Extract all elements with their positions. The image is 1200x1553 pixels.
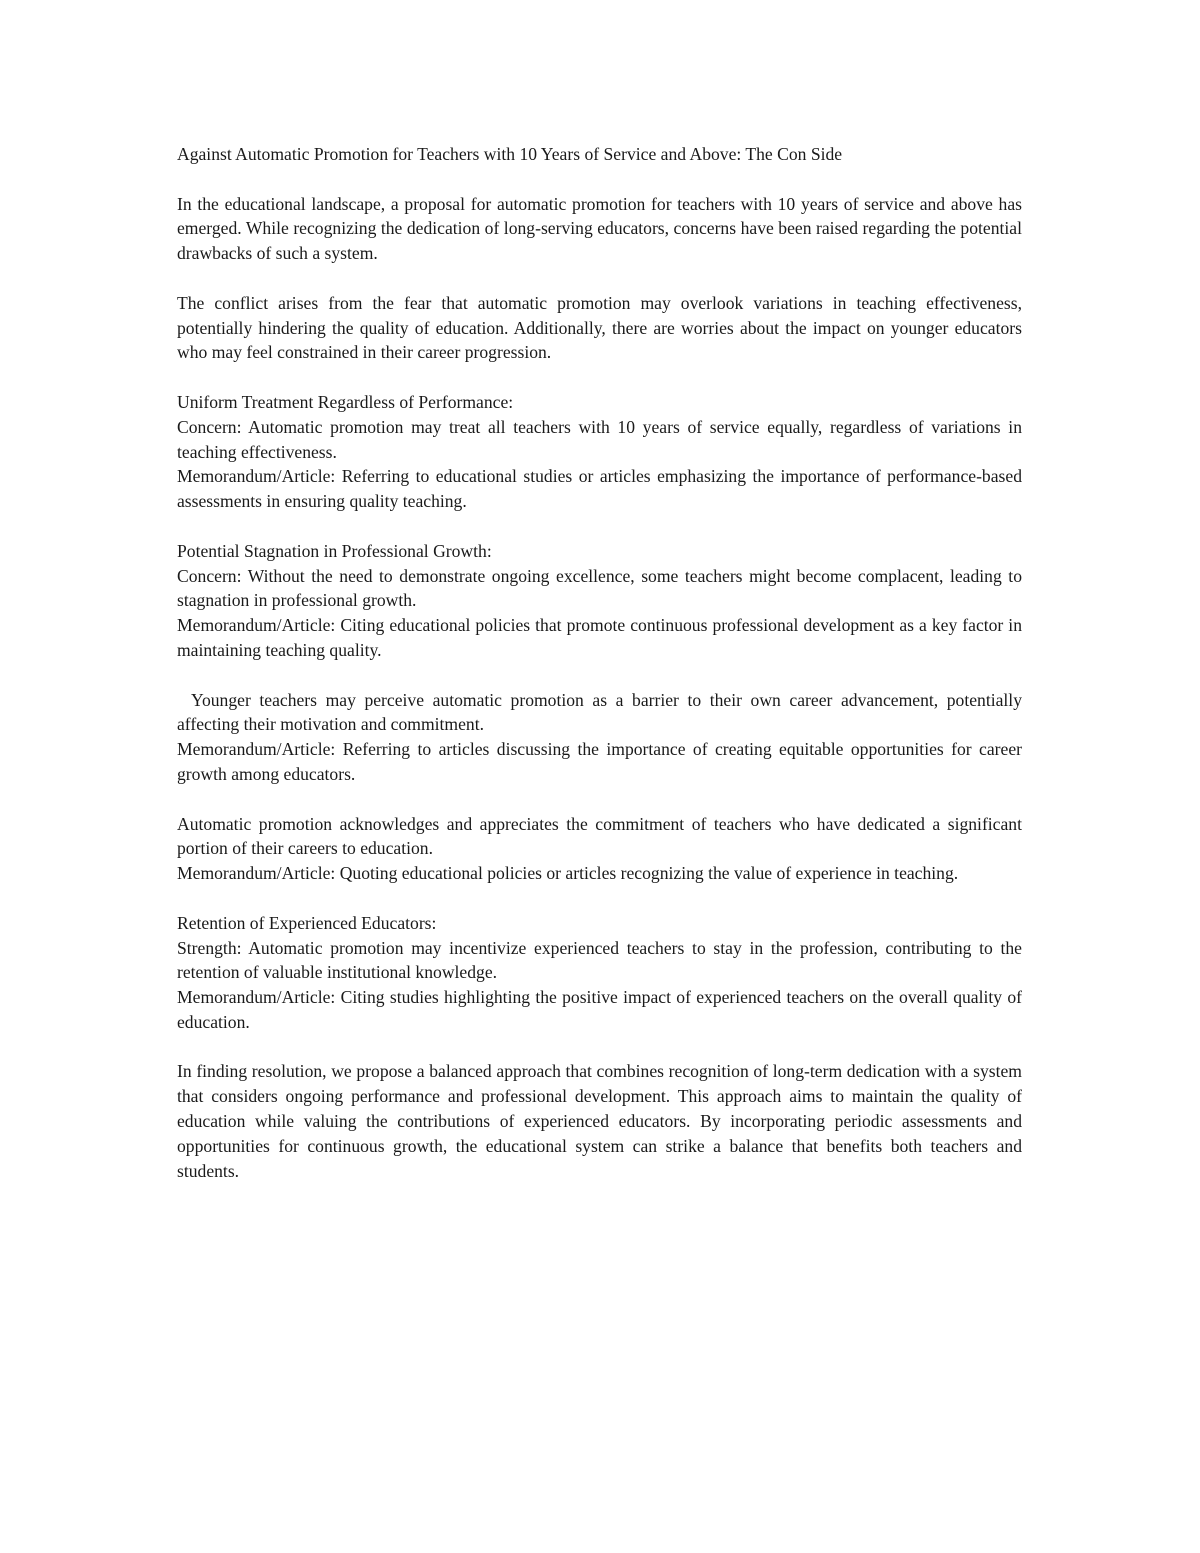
document-title: Against Automatic Promotion for Teachers with 10 Years of Service and Above: The Con Side	[177, 144, 843, 164]
section-retention	[177, 911, 1022, 1035]
section-reference: Memorandum/Article: Citing educational policies that promote continuous professional development as a key factor in maintaining teaching quality.	[177, 615, 1022, 660]
section-reference: Memorandum/Article: Citing studies highlighting the positive impact of experienced teachers on the overall quality of education.	[177, 987, 1022, 1032]
section-heading: Uniform Treatment Regardless of Performance:	[177, 391, 514, 412]
section-commitment	[177, 812, 1022, 886]
intro-paragraph: In the educational landscape, a proposal for automatic promotion for teachers with 10 years of service and above has emerged. While recognizing the dedication of long-serving educators, concerns have been raised regarding the potential drawbacks of such a system.	[177, 193, 1022, 264]
section-reference: Memorandum/Article: Quoting educational policies or articles recognizing the value of experience in teaching.	[177, 863, 959, 884]
conflict-paragraph: The conflict arises from the fear that automatic promotion may overlook variations in teaching effectiveness, potentially hindering the quality of education. Additionally, there are worries about the impact on younger educators who may feel constrained in their career progression.	[177, 292, 1022, 363]
section-reference: Memorandum/Article: Referring to educational studies or articles emphasizing the importance of performance-based assessments in ensuring quality teaching.	[177, 466, 1022, 512]
conclusion-paragraph: In finding resolution, we propose a balanced approach that combines recognition of long-term dedication with a system that considers ongoing performance and professional development. This approach aims to maintain the quality of education while valuing the contributions of experienced educators. By incorporating periodic assessments and opportunities for continuous growth, the educational system can strike a balance that benefits both teachers and students.	[177, 1061, 1022, 1181]
section-reference: Memorandum/Article: Referring to articles discussing the importance of creating equitable opportunities for career growth among educators.	[177, 739, 1022, 784]
section-point: Younger teachers may perceive automatic promotion as a barrier to their own career advancement, potentially affecting their motivation and commitment.	[177, 689, 1022, 735]
section-heading: Retention of Experienced Educators:	[177, 912, 437, 933]
section-point: Concern: Automatic promotion may treat all teachers with 10 years of service equally, regardless of variations in teaching effectiveness.	[177, 416, 1022, 462]
section-heading: Potential Stagnation in Professional Growth:	[177, 540, 492, 561]
document-body	[177, 142, 1022, 1208]
section-uniform-treatment	[177, 390, 1022, 514]
section-point: Concern: Without the need to demonstrate ongoing excellence, some teachers might become complacent, leading to stagnation in professional growth.	[177, 565, 1022, 611]
section-point: Automatic promotion acknowledges and appreciates the commitment of teachers who have dedicated a significant portion of their careers to education.	[177, 813, 1022, 859]
section-younger-teachers	[177, 688, 1022, 787]
section-point: Strength: Automatic promotion may incentivize experienced teachers to stay in the profession, contributing to the retention of valuable institutional knowledge.	[177, 937, 1022, 983]
section-professional-growth	[177, 539, 1022, 663]
